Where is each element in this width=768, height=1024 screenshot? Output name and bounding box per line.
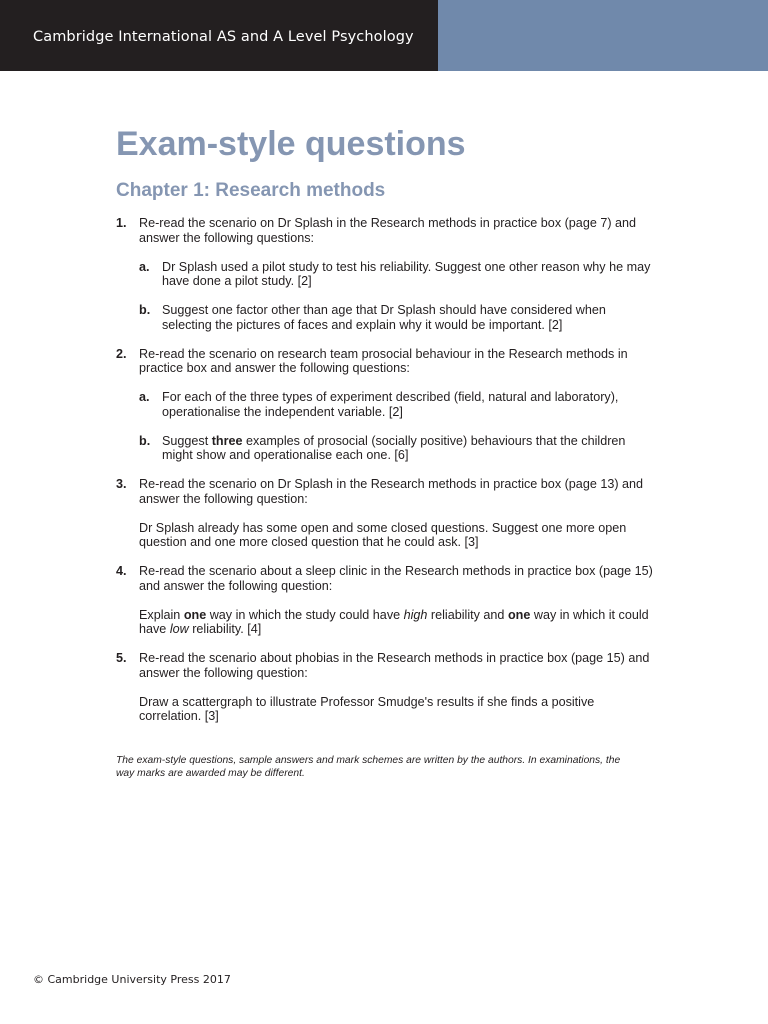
part-text-segment: Suggest (162, 433, 212, 448)
part-letter: a. (139, 390, 150, 404)
header-accent-block (438, 0, 768, 71)
question-instruction: Draw a scattergraph to illustrate Professor Smudge's results if she finds a positive correlation. [3] (139, 694, 595, 723)
book-title: Cambridge International AS and A Level Psychology (33, 29, 414, 45)
instruction-segment: way in which the study could have (206, 607, 404, 622)
instruction-emphasis: one (183, 607, 207, 622)
question-5 (116, 651, 656, 724)
instruction-segment: way in which it could have (139, 607, 649, 636)
question-part (139, 303, 656, 332)
question-number: 3. (116, 477, 127, 491)
page-title: Exam-style questions (116, 125, 466, 163)
question-text: Re-read the scenario on Dr Splash in the Research methods in practice box (page 13) and answer the following question: (139, 477, 644, 506)
instruction-italic: low (169, 622, 189, 636)
question-text: Re-read the scenario about a sleep clinic in the Research methods in practice box (page 15) and answer the following question: (139, 564, 653, 593)
question-part (139, 390, 656, 419)
question-part (139, 434, 656, 463)
copyright-footer: © Cambridge University Press 2017 (33, 973, 231, 986)
disclaimer-note: The exam-style questions, sample answers and mark schemes are written by the authors. In examinations, the way marks are awarded may be different. (116, 755, 621, 779)
part-text: For each of the three types of experiment described (field, natural and laboratory), operationalise the independent variable. [2] (162, 390, 619, 419)
question-text: Re-read the scenario about phobias in the Research methods in practice box (page 15) and answer the following question: (139, 651, 650, 680)
part-text-segment: examples of prosocial (socially positive) behaviours that the children might show and operationalise each one. [6] (162, 433, 626, 462)
part-text (162, 434, 656, 463)
part-text: Suggest one factor other than age that Dr Splash should have considered when selecting the pictures of faces and explain why it would be important. [2] (162, 303, 606, 332)
part-text-emphasis: three (211, 433, 243, 448)
part-text: Dr Splash used a pilot study to test his reliability. Suggest one other reason why he may have done a pilot study. [2] (162, 259, 651, 288)
question-number: 4. (116, 564, 127, 578)
question-part (139, 260, 656, 289)
instruction-emphasis: one (507, 607, 531, 622)
question-list (116, 216, 656, 738)
question-3 (116, 477, 656, 550)
question-1 (116, 216, 656, 332)
question-2 (116, 347, 656, 463)
question-number: 5. (116, 651, 127, 665)
question-text: Re-read the scenario on research team prosocial behaviour in the Research methods in practice box and answer the following questions: (139, 346, 628, 375)
part-letter: b. (139, 433, 151, 448)
part-letter: a. (139, 259, 150, 274)
question-number: 1. (116, 216, 127, 230)
question-instruction (139, 608, 656, 637)
question-4 (116, 564, 656, 637)
instruction-italic: high (403, 607, 428, 622)
part-letter: b. (139, 303, 151, 317)
question-instruction: Dr Splash already has some open and some closed questions. Suggest one more open question and one more closed question that he could ask. [3] (139, 520, 627, 549)
chapter-title: Chapter 1: Research methods (116, 180, 386, 201)
question-number: 2. (116, 346, 127, 361)
instruction-segment: Explain (139, 607, 184, 622)
instruction-segment: reliability. [4] (188, 622, 262, 636)
question-text: Re-read the scenario on Dr Splash in the Research methods in practice box (page 7) and answer the following questions: (139, 216, 637, 245)
instruction-segment: reliability and (427, 607, 508, 622)
